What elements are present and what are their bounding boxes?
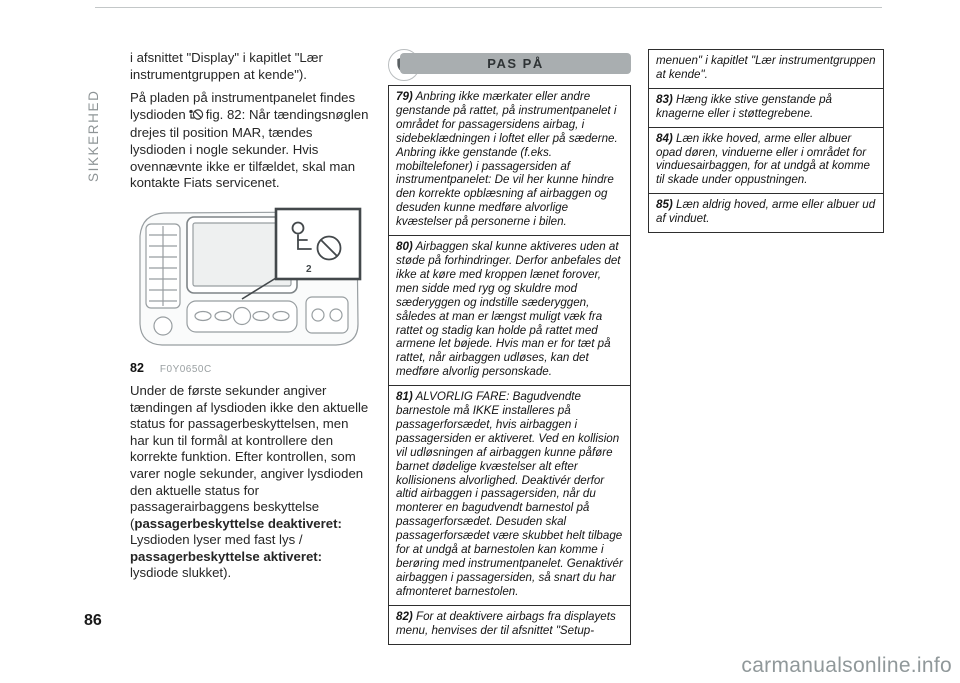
warning-item-83 bbox=[648, 88, 884, 128]
warning-title: PAS PÅ bbox=[487, 56, 544, 71]
warning-text: Læn ikke hoved, arme eller albuer opad døren, vinduerne eller i området for vinduesairbaggen, for at undgå at komme til skade under oppustningen. bbox=[656, 131, 870, 187]
warning-item-81 bbox=[388, 385, 631, 606]
figure-number: 82 bbox=[130, 361, 144, 376]
warning-number: 85) bbox=[656, 198, 673, 212]
bold-activated-label: passagerbeskyttelse aktiveret: bbox=[130, 548, 323, 564]
paragraph-text: Lysdioden lyser med fast lys / bbox=[130, 532, 303, 548]
figure-82 bbox=[130, 202, 369, 379]
paragraph-led-status bbox=[130, 383, 369, 582]
warning-header bbox=[388, 50, 631, 78]
paragraph-text: På pladen på instrumentpanelet findes lysdioden bbox=[130, 90, 356, 122]
warning-text: Læn aldrig hoved, arme eller albuer ud af vinduet. bbox=[656, 198, 876, 226]
warning-item-80 bbox=[388, 235, 631, 386]
warning-text: menuen" i kapitlet "Lær instrumentgruppen at kende". bbox=[656, 54, 876, 81]
paragraph-text: Under de første sekunder angiver tændingen af lysdioden ikke den aktuelle status for passagerbeskyttelsen, men har kun til formål at kontrollere den korrekte funktion. Efter kontrollen, som varer nogle sekunder, angiver lysdioden den aktuelle status for passagerairbaggens beskyttelse ( bbox=[130, 382, 369, 531]
section-sidebar-label: SIKKERHED bbox=[86, 89, 101, 182]
warning-header-bar bbox=[400, 53, 631, 74]
warning-continuation bbox=[648, 49, 884, 89]
warning-text: Airbaggen skal kunne aktiveres uden at støde på forhindringer. Derfor anbefales det ikke at køre med kroppen lænet forover, men sidde med ryg og skuldre mod sæderyggen og indstille sæderyggen, således at man er længst muligt væk fra rattet og stadig kan holde på rattet med armene let bøjede. Hvis man er for tæt på rattet, når airbaggen udløses, kan det medføre alvorlig personskade. bbox=[396, 240, 621, 379]
warning-number: 80) bbox=[396, 240, 413, 254]
warning-item-85 bbox=[648, 193, 884, 233]
warning-number: 79) bbox=[396, 90, 413, 103]
bold-deactivated-label: passagerbeskyttelse deaktiveret: bbox=[134, 515, 342, 531]
warning-text: For at deaktivere airbags fra displayets menu, henvises der til afsnittet "Setup- bbox=[396, 609, 616, 637]
warning-text: Hæng ikke stive genstande på knagerne eller i støttegrebene. bbox=[656, 92, 832, 120]
warning-number: 84) bbox=[656, 131, 673, 145]
paragraph-display-ref: i afsnittet "Display" i kapitlet "Lær instrumentgruppen at kende"). bbox=[130, 50, 323, 82]
warning-item-82 bbox=[388, 605, 631, 645]
paragraph-text: fig. 82: Når tændingsnøglen drejes til position MAR, tændes lysdioden i nogle sekunder. Hvis ovennævnte ikke er tilfældet, skal man kontakte Fiats servicenet. bbox=[130, 106, 369, 191]
warning-number: 82) bbox=[396, 609, 413, 623]
warning-number: 81) bbox=[396, 390, 413, 404]
column-left bbox=[130, 50, 369, 589]
figure-caption bbox=[130, 360, 369, 379]
column-right bbox=[648, 50, 884, 233]
airbag-off-indicator-icon bbox=[188, 108, 204, 126]
watermark: carmanualsonline.info bbox=[741, 654, 952, 677]
warning-item-84 bbox=[648, 127, 884, 195]
figure-code: F0Y0650C bbox=[159, 364, 212, 376]
paragraph-led-indicator bbox=[130, 90, 369, 192]
warning-item-79 bbox=[388, 85, 631, 236]
warning-text: ALVORLIG FARE: Bagudvendte barnestole må IKKE installeres på passagerforsædet, hvis airbaggen i passagersiden er aktiveret. Ved en kollision vil udløsningen af airbaggen kunne påføre barnet dødelige kvæstelser alt efter kollisionens alvorlighed. Deaktivér derfor altid airbaggen i passagersiden, når du monterer en bagudvendt barnestol på passagerforsædet. Desuden skal passagerforsædet være skubbet helt tilbage for at undgå at barnestolen kan komme i berøring med instrumentpanelet. Genaktivér airbaggen i passagersiden, så snart du har afmonteret barnestolen. bbox=[396, 390, 623, 598]
page-top-rule bbox=[95, 7, 882, 8]
paragraph-text: lysdiode slukket). bbox=[130, 565, 232, 581]
warning-number: 83) bbox=[656, 92, 673, 106]
warning-text: Anbring ikke mærkater eller andre genstande på rattet, på instrumentpanelet i området for passagersidens airbag, i sidebeklædningen i loftet eller på sæderne. Anbring ikke genstande (f.eks. mobiltelefoner) i passagersiden af instrumentpanelet: De vil her kunne hindre den korrekte opblæsning af airbaggen og desuden kunne medføre alvorlige kvæstelser på personerne i bilen. bbox=[396, 90, 618, 229]
page-number: 86 bbox=[84, 612, 102, 629]
svg-text:2: 2 bbox=[306, 263, 312, 275]
center-console-line-art bbox=[130, 202, 367, 354]
column-middle bbox=[388, 50, 631, 645]
